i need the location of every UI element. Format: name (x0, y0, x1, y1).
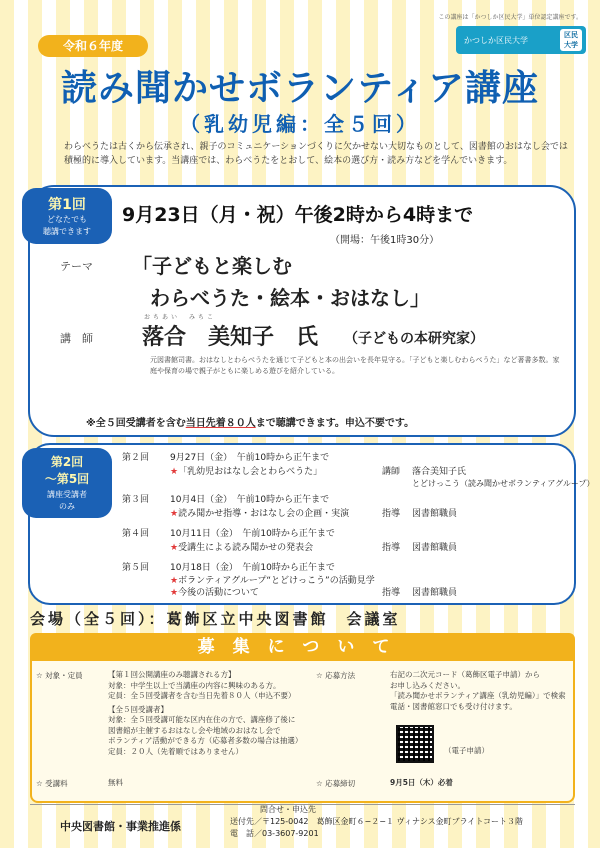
apply-line: お申し込みください。 (390, 680, 465, 690)
schedule-row (0, 452, 600, 492)
header-note: この講座は「かつしか区民大学」単位認定講座です。 (438, 14, 582, 21)
session1-label (22, 188, 112, 244)
schedule-title-text: 受講生による読み聞かせの発表会 (178, 543, 314, 553)
schedule-who: 落合美知子氏 (412, 467, 467, 477)
schedule-title: ★ボランティアグループ“とどけっこう”の活動見学 (170, 576, 375, 586)
schedule-role: 指導 (382, 588, 401, 598)
apply-details (390, 670, 570, 712)
apply-line: 電話・図書館窓口でも受け付けます。 (390, 701, 517, 711)
session1-notice (86, 414, 414, 429)
schedule-no: 第５回 (122, 563, 150, 573)
venue: 会場（全５回）：葛飾区立中央図書館 会議室 (30, 610, 401, 628)
contact-phone: 電 話／03-3607-9201 (230, 829, 319, 838)
target-line: 対象：全５回受講可能な区内在住の方で、講座修了後に (108, 715, 296, 724)
lecturer-bio: 元図書館司書。おはなしとわらべうたを通じて子どもと本の出会いを長年見守る。「子どもと楽しむわらべうた」など著書多数。家庭や保育の場で親子がともに楽しめる遊びを紹介している。 (150, 356, 560, 375)
session2-5-number-end: 〜第5回 (44, 472, 90, 486)
schedule-date: 10月4日（金） 午前10時から正午まで (170, 495, 330, 505)
schedule-title-text: 「乳幼児おはなし会とわらべうた」 (178, 467, 323, 477)
notice-pre: ※全５回受講者を含む (86, 418, 186, 429)
schedule-who: 図書館職員 (412, 509, 458, 519)
schedule-no: 第２回 (122, 453, 150, 463)
lecturer-affiliation: （子どもの本研究家） (344, 331, 484, 347)
target-line: 【第１回公開講座のみ聴講される方】 (108, 670, 236, 679)
lecturer-label: 講 師 (60, 332, 93, 345)
schedule-no: 第３回 (122, 495, 150, 505)
schedule-no: 第４回 (122, 529, 150, 539)
deadline-label: ☆ 応募締切 (316, 779, 356, 788)
schedule-title-2: ★今後の活動について (170, 588, 259, 598)
brand-badge: 区民 大学 (560, 29, 582, 51)
schedule-role: 指導 (382, 543, 401, 553)
brand-logo (456, 26, 586, 54)
page-title: 読み聞かせボランティア講座 (60, 68, 540, 109)
schedule-date: 9月27日（金） 午前10時から正午まで (170, 453, 330, 463)
brand-label: かつしか区民大学 (464, 35, 528, 45)
schedule-row (0, 528, 600, 556)
target-line: 対象：中学生以上で当講座の内容に興味のある方。 (108, 680, 281, 690)
year-badge: 令和６年度 (38, 35, 148, 57)
schedule-title-2-text: 今後の活動について (178, 588, 259, 598)
schedule-title: ★読み聞かせ指導・おはなし会の企画・実演 (170, 509, 350, 519)
schedule-title: ★「乳幼児おはなし会とわらべうた」 (170, 467, 323, 477)
theme-line-2: わらべうた・絵本・おはなし」 (150, 286, 430, 310)
schedule-row (0, 494, 600, 522)
target-line: 図書館が主催するおはなし会や地域のおはなし会で (108, 725, 281, 735)
schedule-date: 10月11日（金） 午前10時から正午まで (170, 529, 335, 539)
schedule-who-2: とどけっこう（読み聞かせボランティアグループ） (412, 479, 595, 488)
schedule-date: 10月18日（金） 午前10時から正午まで (170, 563, 335, 573)
intro-text: わらべうたは古くから伝承され、親子のコミュニケーションづくりに欠かせない大切なものとして、図書館のおはなし会では積極的に導入しています。当講座では、わらべうたをとおして、絵本の選び方・読み方などを学んでいきます。 (64, 142, 568, 166)
contact-address: 送付先／〒125-0042 葛飾区金町６−２−１ ヴィナシス金町ブライトコート３階 (230, 817, 524, 826)
qr-code[interactable] (396, 725, 434, 763)
deadline-value: 9月5日（木）必着 (390, 778, 453, 787)
recruit-heading: 募集について (30, 633, 575, 661)
schedule-title-text: 読み聞かせ指導・おはなし会の企画・実演 (178, 509, 350, 519)
session2-5-number: 第2回 (50, 455, 84, 469)
target-line: 【全５回受講者】 (108, 704, 168, 714)
schedule-title-text: ボランティアグループ“とどけっこう”の活動見学 (178, 576, 375, 586)
schedule-who: 図書館職員 (412, 543, 458, 553)
fee-value: 無料 (108, 778, 123, 787)
session1-number: 第1回 (48, 197, 86, 213)
fee-label: ☆ 受講料 (36, 779, 68, 788)
notice-capacity: 当日先着８０人 (185, 418, 256, 429)
session2-5-audience: 講座受講者 のみ (47, 490, 87, 511)
schedule-title: ★受講生による読み聞かせの発表会 (170, 543, 314, 553)
schedule-who: 図書館職員 (412, 588, 458, 598)
theme-line-1: 「子どもと楽しむ (132, 254, 292, 278)
theme-label: テーマ (60, 260, 93, 273)
apply-line: 右記の二次元コード（葛飾区電子申請）から (390, 670, 540, 679)
contact-org: 中央図書館・事業推進係 (60, 820, 181, 833)
notice-post: まで聴講できます。申込不要です。 (255, 418, 415, 429)
lecturer-ruby: おちあい みちこ (144, 314, 217, 321)
target-details (108, 670, 308, 757)
target-line: 定員：２０人（先着順ではありません） (108, 746, 243, 756)
schedule-row (0, 562, 600, 602)
target-label: ☆ 対象・定員 (36, 671, 83, 680)
lecturer-name: 落合 美知子 氏 (142, 325, 319, 350)
page-subtitle: （乳幼児編：全５回） (180, 112, 420, 136)
target-line: ボランティア活動ができる方（応募者多数の場合は抽選） (108, 736, 303, 745)
target-line: 定員：全５回受講者を含む当日先着８０人（申込不要） (108, 691, 296, 700)
contact-heading: 問合せ・申込先 (260, 805, 316, 814)
schedule-role: 講師 (382, 467, 401, 477)
schedule-role: 指導 (382, 509, 401, 519)
session1-open-time: （開場：午後1時30分） (330, 235, 440, 246)
apply-line: 「読み聞かせボランティア講座（乳幼児編）」で検索 (390, 691, 566, 700)
session1-audience: どなたでも 聴講できます (43, 215, 91, 236)
apply-label: ☆ 応募方法 (316, 671, 356, 680)
session1-date: 9月23日（月・祝）午後2時から4時まで (122, 204, 474, 226)
qr-caption: （電子申請） (444, 746, 489, 755)
